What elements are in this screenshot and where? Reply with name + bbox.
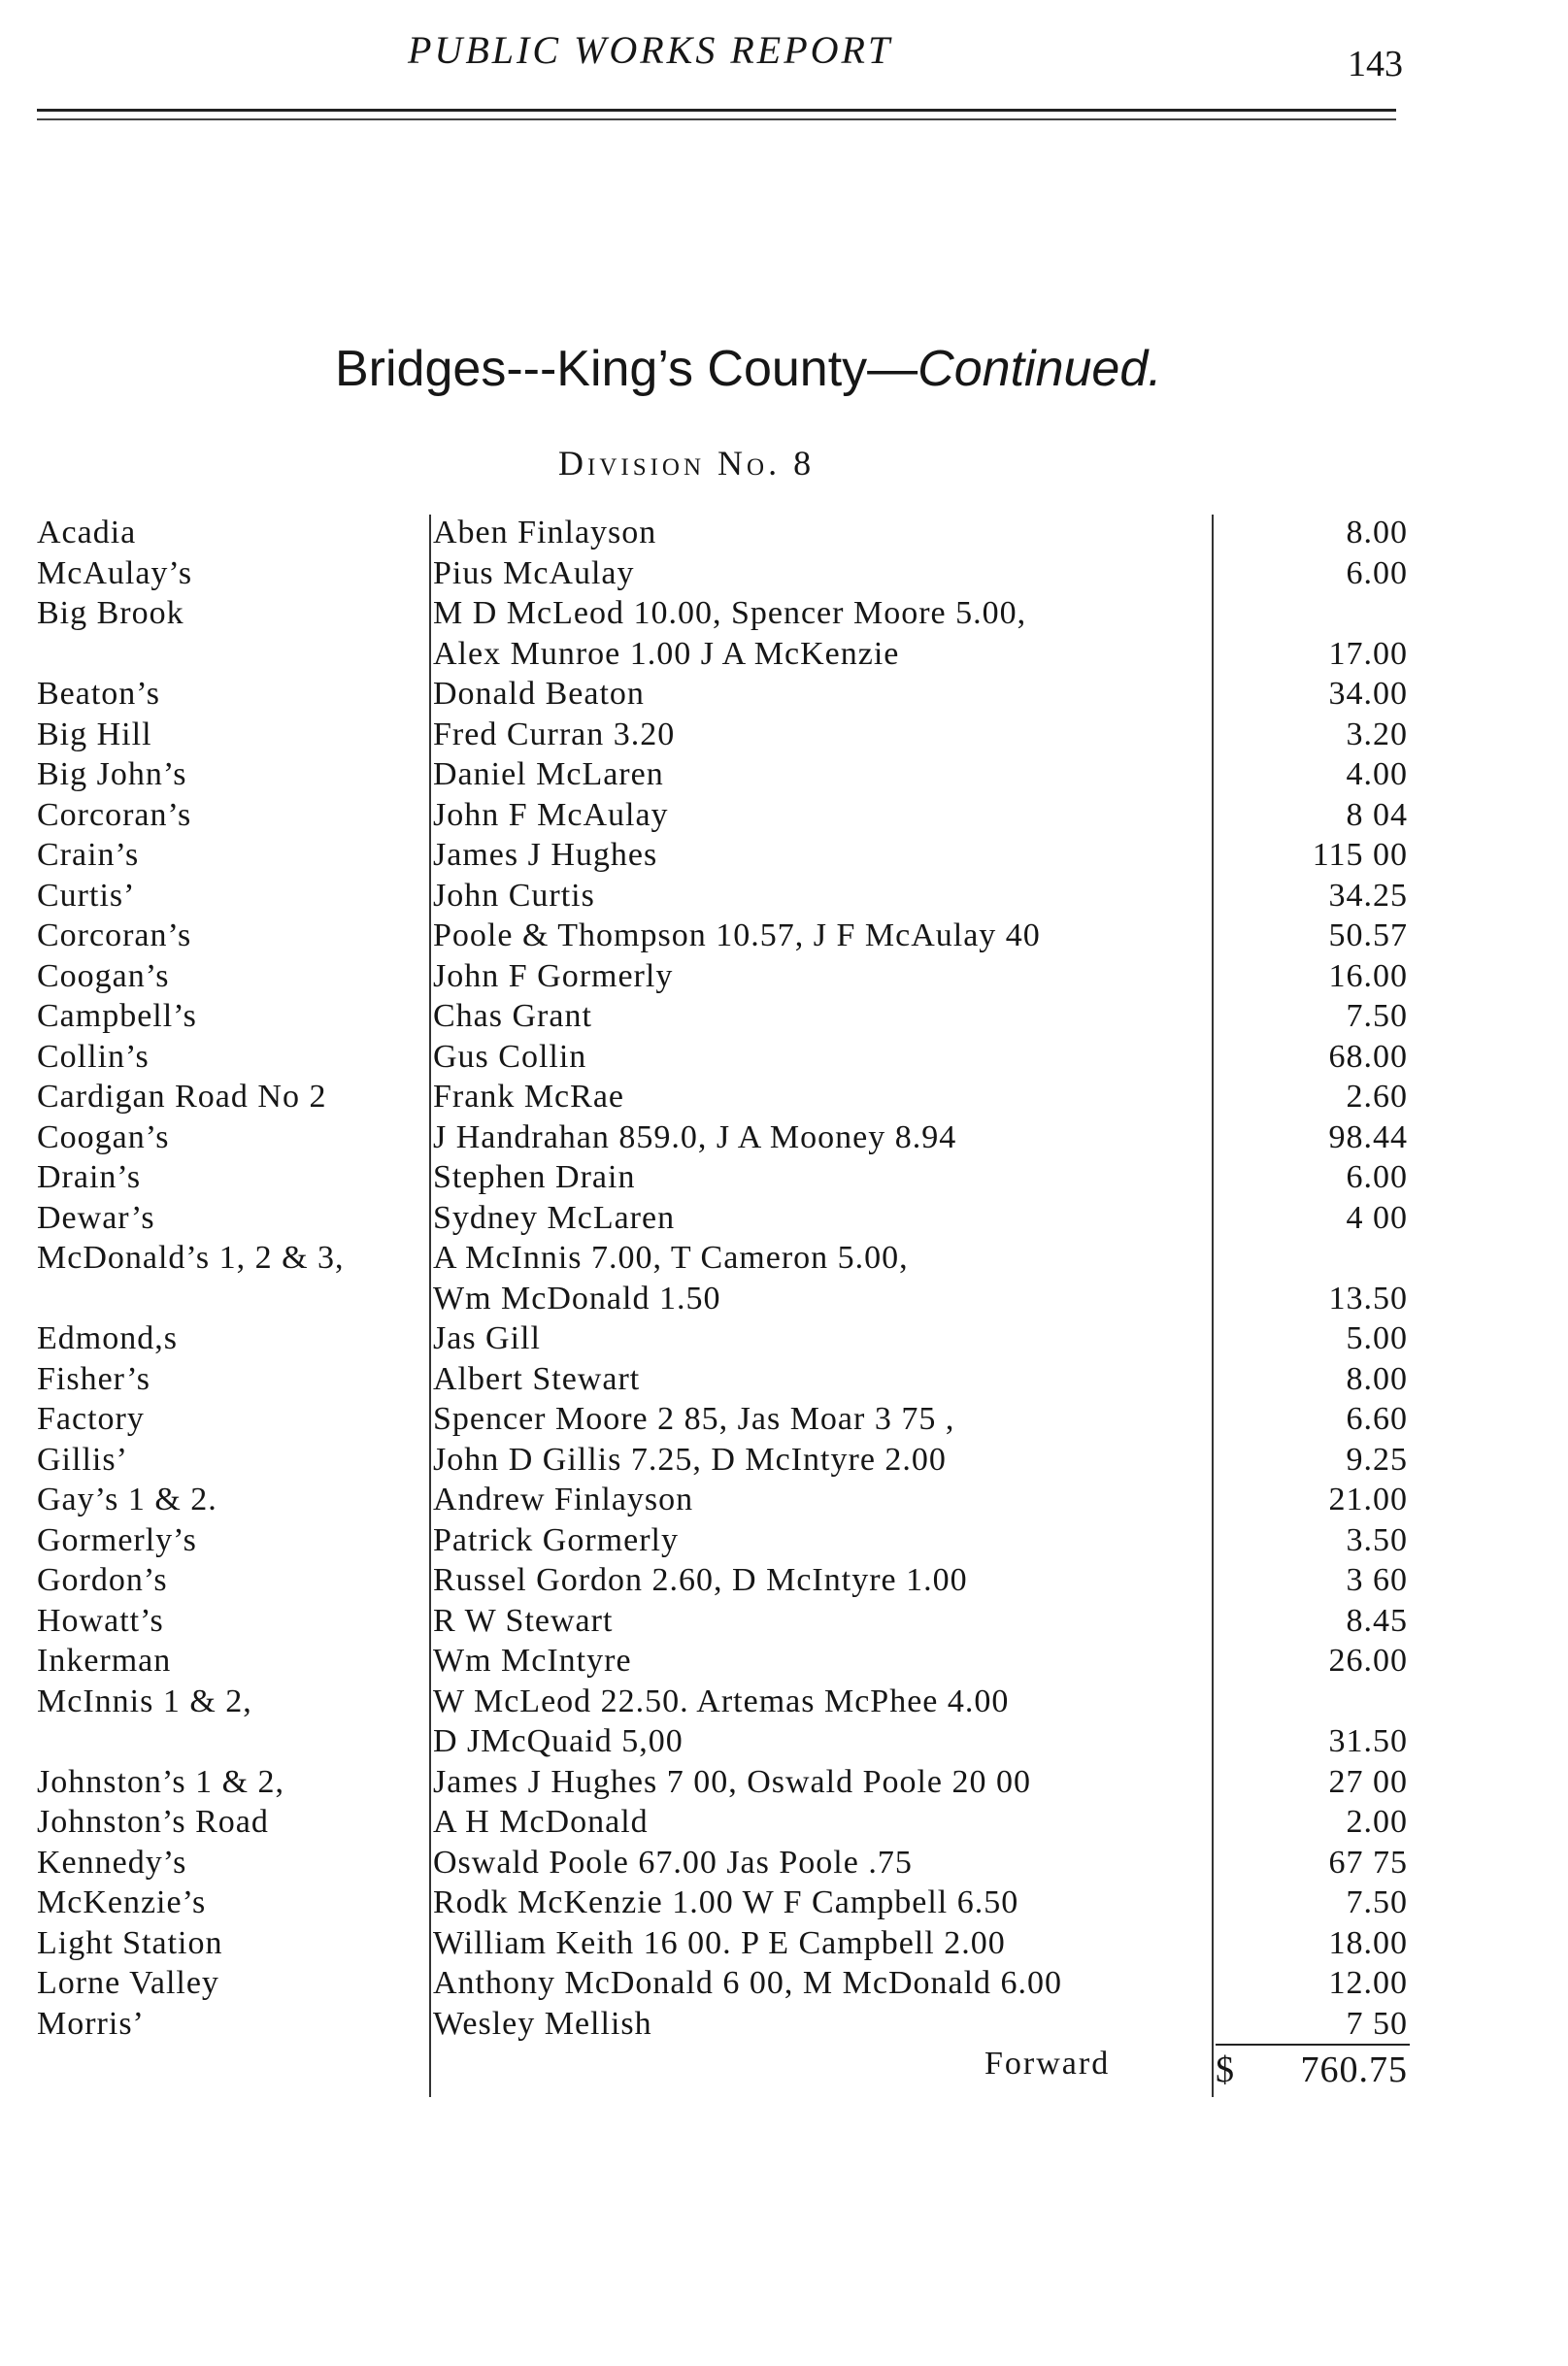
bridge-name: Campbell’s <box>37 998 197 1034</box>
bridge-name: Edmond,s <box>37 1320 178 1356</box>
payee-name: Spencer Moore 2 85, Jas Moar 3 75 , <box>433 1401 955 1437</box>
amount-value: 9.25 <box>1346 1441 1408 1478</box>
table-row <box>0 553 1568 594</box>
bridge-name: Drain’s <box>37 1159 142 1195</box>
table-row <box>0 1762 1568 1803</box>
amount-value: 115 00 <box>1312 837 1408 873</box>
bridge-name: Corcoran’s <box>37 917 192 953</box>
payee-name: Jas Gill <box>433 1320 541 1356</box>
amount-value: 4 00 <box>1346 1199 1408 1236</box>
table-row <box>0 916 1568 956</box>
table-row <box>0 1520 1568 1561</box>
bridge-name: Corcoran’s <box>37 796 192 833</box>
table-row <box>0 1440 1568 1481</box>
bridge-name: Big John’s <box>37 756 187 792</box>
table-row <box>0 1682 1568 1722</box>
amount-value: 67 75 <box>1328 1844 1408 1881</box>
amount-value: 4.00 <box>1346 756 1408 792</box>
currency-symbol: $ <box>1216 2049 1234 2090</box>
amount-value: 8.00 <box>1346 1360 1408 1397</box>
section-title-continued: Continued. <box>917 341 1162 397</box>
payee-name: Chas Grant <box>433 998 592 1034</box>
bridge-name: Gay’s 1 & 2. <box>37 1482 217 1517</box>
payee-name: Anthony McDonald 6 00, M McDonald 6.00 <box>433 1965 1063 2001</box>
table-row <box>0 956 1568 997</box>
table-row <box>0 1279 1568 1319</box>
payee-name: Alex Munroe 1.00 J A McKenzie <box>433 635 900 672</box>
payee-name: Frank McRae <box>433 1079 625 1115</box>
bridge-name: Coogan’s <box>37 957 170 994</box>
bridge-name: Coogan’s <box>37 1118 170 1155</box>
section-title-main: Bridges---King’s County— <box>335 341 918 397</box>
amount-value: 31.50 <box>1328 1723 1408 1759</box>
bridge-name: Gillis’ <box>37 1441 128 1478</box>
table-row <box>0 795 1568 836</box>
table-row <box>0 1318 1568 1359</box>
amount-value: 6.60 <box>1346 1401 1408 1437</box>
payee-name: Rodk McKenzie 1.00 W F Campbell 6.50 <box>433 1884 1019 1920</box>
payee-name: D JMcQuaid 5,00 <box>433 1723 684 1759</box>
payee-name: Pius McAulay <box>433 554 635 591</box>
amount-value: 8.00 <box>1346 515 1408 550</box>
bridge-name: Big Hill <box>37 716 152 752</box>
table-row <box>0 1399 1568 1440</box>
table-row <box>0 674 1568 715</box>
amount-value: 6.00 <box>1346 1159 1408 1195</box>
bridge-name: Curtis’ <box>37 877 136 914</box>
bridge-name: Factory <box>37 1401 145 1437</box>
bridge-name: McKenzie’s <box>37 1884 207 1920</box>
amount-value: 7 50 <box>1346 2005 1408 2042</box>
payee-name: J Handrahan 859.0, J A Mooney 8.94 <box>433 1118 957 1155</box>
payee-name: R W Stewart <box>433 1602 614 1639</box>
amount-value: 16.00 <box>1328 957 1408 994</box>
payee-name: Andrew Finlayson <box>433 1482 694 1517</box>
payee-name: William Keith 16 00. P E Campbell 2.00 <box>433 1924 1006 1961</box>
payee-name: Russel Gordon 2.60, D McIntyre 1.00 <box>433 1562 968 1598</box>
bridge-name: Gordon’s <box>37 1562 168 1598</box>
payee-name: John F Gormerly <box>433 957 674 994</box>
payee-name: Albert Stewart <box>433 1360 641 1397</box>
bridge-name: Crain’s <box>37 837 140 873</box>
payee-name: Wesley Mellish <box>433 2005 652 2042</box>
bridge-name: Acadia <box>37 515 137 550</box>
header-rule-thin <box>37 118 1396 120</box>
amount-value: 2.00 <box>1346 1804 1408 1840</box>
section-title <box>335 340 1162 398</box>
amount-value: 2.60 <box>1346 1079 1408 1115</box>
page-number: 143 <box>1348 44 1403 84</box>
table-row <box>0 593 1568 634</box>
amount-value: 3.20 <box>1346 716 1408 752</box>
table-row <box>0 754 1568 795</box>
bridge-name: McInnis 1 & 2, <box>37 1683 252 1719</box>
bridge-name: Cardigan Road No 2 <box>37 1079 327 1115</box>
table-row <box>0 513 1568 553</box>
forward-label: Forward <box>984 2046 1111 2082</box>
table-row <box>0 876 1568 916</box>
payee-name: Fred Curran 3.20 <box>433 716 676 752</box>
payee-name: A H McDonald <box>433 1804 649 1840</box>
amount-value: 18.00 <box>1328 1924 1408 1961</box>
bridge-name: McAulay’s <box>37 554 193 591</box>
table-row <box>0 1077 1568 1117</box>
amount-value: 34.25 <box>1328 877 1408 914</box>
payee-name: Poole & Thompson 10.57, J F McAulay 40 <box>433 917 1041 953</box>
bridge-name: Morris’ <box>37 2005 145 2042</box>
table-row <box>0 996 1568 1037</box>
amount-value: 17.00 <box>1328 635 1408 672</box>
payee-name: John Curtis <box>433 877 595 914</box>
amount-value: 34.00 <box>1328 676 1408 712</box>
amount-value: 13.50 <box>1328 1280 1408 1316</box>
payee-name: James J Hughes <box>433 837 658 873</box>
amount-value: 3.50 <box>1346 1521 1408 1558</box>
table-row <box>0 1923 1568 1964</box>
bridge-name: Beaton’s <box>37 676 160 712</box>
amount-value: 21.00 <box>1328 1482 1408 1517</box>
payee-name: John F McAulay <box>433 796 669 833</box>
bridge-name: McDonald’s 1, 2 & 3, <box>37 1240 345 1276</box>
table-row <box>0 1883 1568 1923</box>
ledger-table <box>0 513 1568 2044</box>
payee-name: W McLeod 22.50. Artemas McPhee 4.00 <box>433 1683 1010 1719</box>
payee-name: M D McLeod 10.00, Spencer Moore 5.00, <box>433 595 1027 631</box>
table-row <box>0 1560 1568 1601</box>
amount-value: 8 04 <box>1346 796 1408 833</box>
payee-name: James J Hughes 7 00, Oswald Poole 20 00 <box>433 1763 1032 1800</box>
table-row <box>0 2004 1568 2045</box>
header-rule <box>37 109 1396 112</box>
payee-name: Patrick Gormerly <box>433 1521 679 1558</box>
payee-name: Stephen Drain <box>433 1159 636 1195</box>
payee-name: Aben Finlayson <box>433 515 657 550</box>
bridge-name: Dewar’s <box>37 1199 155 1236</box>
amount-value: 68.00 <box>1328 1038 1408 1075</box>
bridge-name: Johnston’s 1 & 2, <box>37 1763 285 1800</box>
payee-name: John D Gillis 7.25, D McIntyre 2.00 <box>433 1441 947 1478</box>
table-row <box>0 715 1568 755</box>
table-row <box>0 1117 1568 1158</box>
bridge-name: Lorne Valley <box>37 1965 219 2001</box>
amount-value: 8.45 <box>1346 1602 1408 1639</box>
amount-value: 50.57 <box>1328 917 1408 953</box>
payee-name: Wm McDonald 1.50 <box>433 1280 721 1316</box>
table-row <box>0 1198 1568 1239</box>
payee-name: Oswald Poole 67.00 Jas Poole .75 <box>433 1844 913 1881</box>
bridge-name: Big Brook <box>37 595 184 631</box>
payee-name: Daniel McLaren <box>433 756 664 792</box>
amount-value: 7.50 <box>1346 998 1408 1034</box>
payee-name: A McInnis 7.00, T Cameron 5.00, <box>433 1240 909 1276</box>
payee-name: Donald Beaton <box>433 676 645 712</box>
table-row <box>0 1843 1568 1883</box>
bridge-name: Fisher’s <box>37 1360 150 1397</box>
payee-name: Gus Collin <box>433 1038 587 1075</box>
table-row <box>0 1721 1568 1762</box>
payee-name: Sydney McLaren <box>433 1199 676 1236</box>
amount-value: 26.00 <box>1328 1643 1408 1679</box>
amount-value: 5.00 <box>1346 1320 1408 1356</box>
bridge-name: Inkerman <box>37 1643 172 1679</box>
amount-value: 27 00 <box>1328 1763 1408 1800</box>
division-heading: Division No. 8 <box>558 444 816 483</box>
table-row <box>0 1601 1568 1642</box>
table-row <box>0 1802 1568 1843</box>
table-row <box>0 634 1568 675</box>
amount-value: 12.00 <box>1328 1965 1408 2001</box>
amount-value: 7.50 <box>1346 1884 1408 1920</box>
table-row <box>0 835 1568 876</box>
forward-total: 760.75 <box>1300 2049 1408 2090</box>
total-rule <box>1216 2044 1410 2046</box>
bridge-name: Light Station <box>37 1924 223 1961</box>
table-row <box>0 1359 1568 1400</box>
table-row <box>0 1963 1568 2004</box>
running-header: PUBLIC WORKS REPORT <box>408 28 893 72</box>
bridge-name: Collin’s <box>37 1038 150 1075</box>
table-row <box>0 1037 1568 1078</box>
payee-name: Wm McIntyre <box>433 1643 632 1679</box>
bridge-name: Kennedy’s <box>37 1844 187 1881</box>
amount-value: 6.00 <box>1346 554 1408 591</box>
bridge-name: Howatt’s <box>37 1602 164 1639</box>
table-row <box>0 1641 1568 1682</box>
bridge-name: Gormerly’s <box>37 1521 197 1558</box>
amount-value: 98.44 <box>1328 1118 1408 1155</box>
table-row <box>0 1157 1568 1198</box>
bridge-name: Johnston’s Road <box>37 1804 269 1840</box>
table-row <box>0 1238 1568 1279</box>
amount-value: 3 60 <box>1346 1562 1408 1598</box>
table-row <box>0 1480 1568 1520</box>
